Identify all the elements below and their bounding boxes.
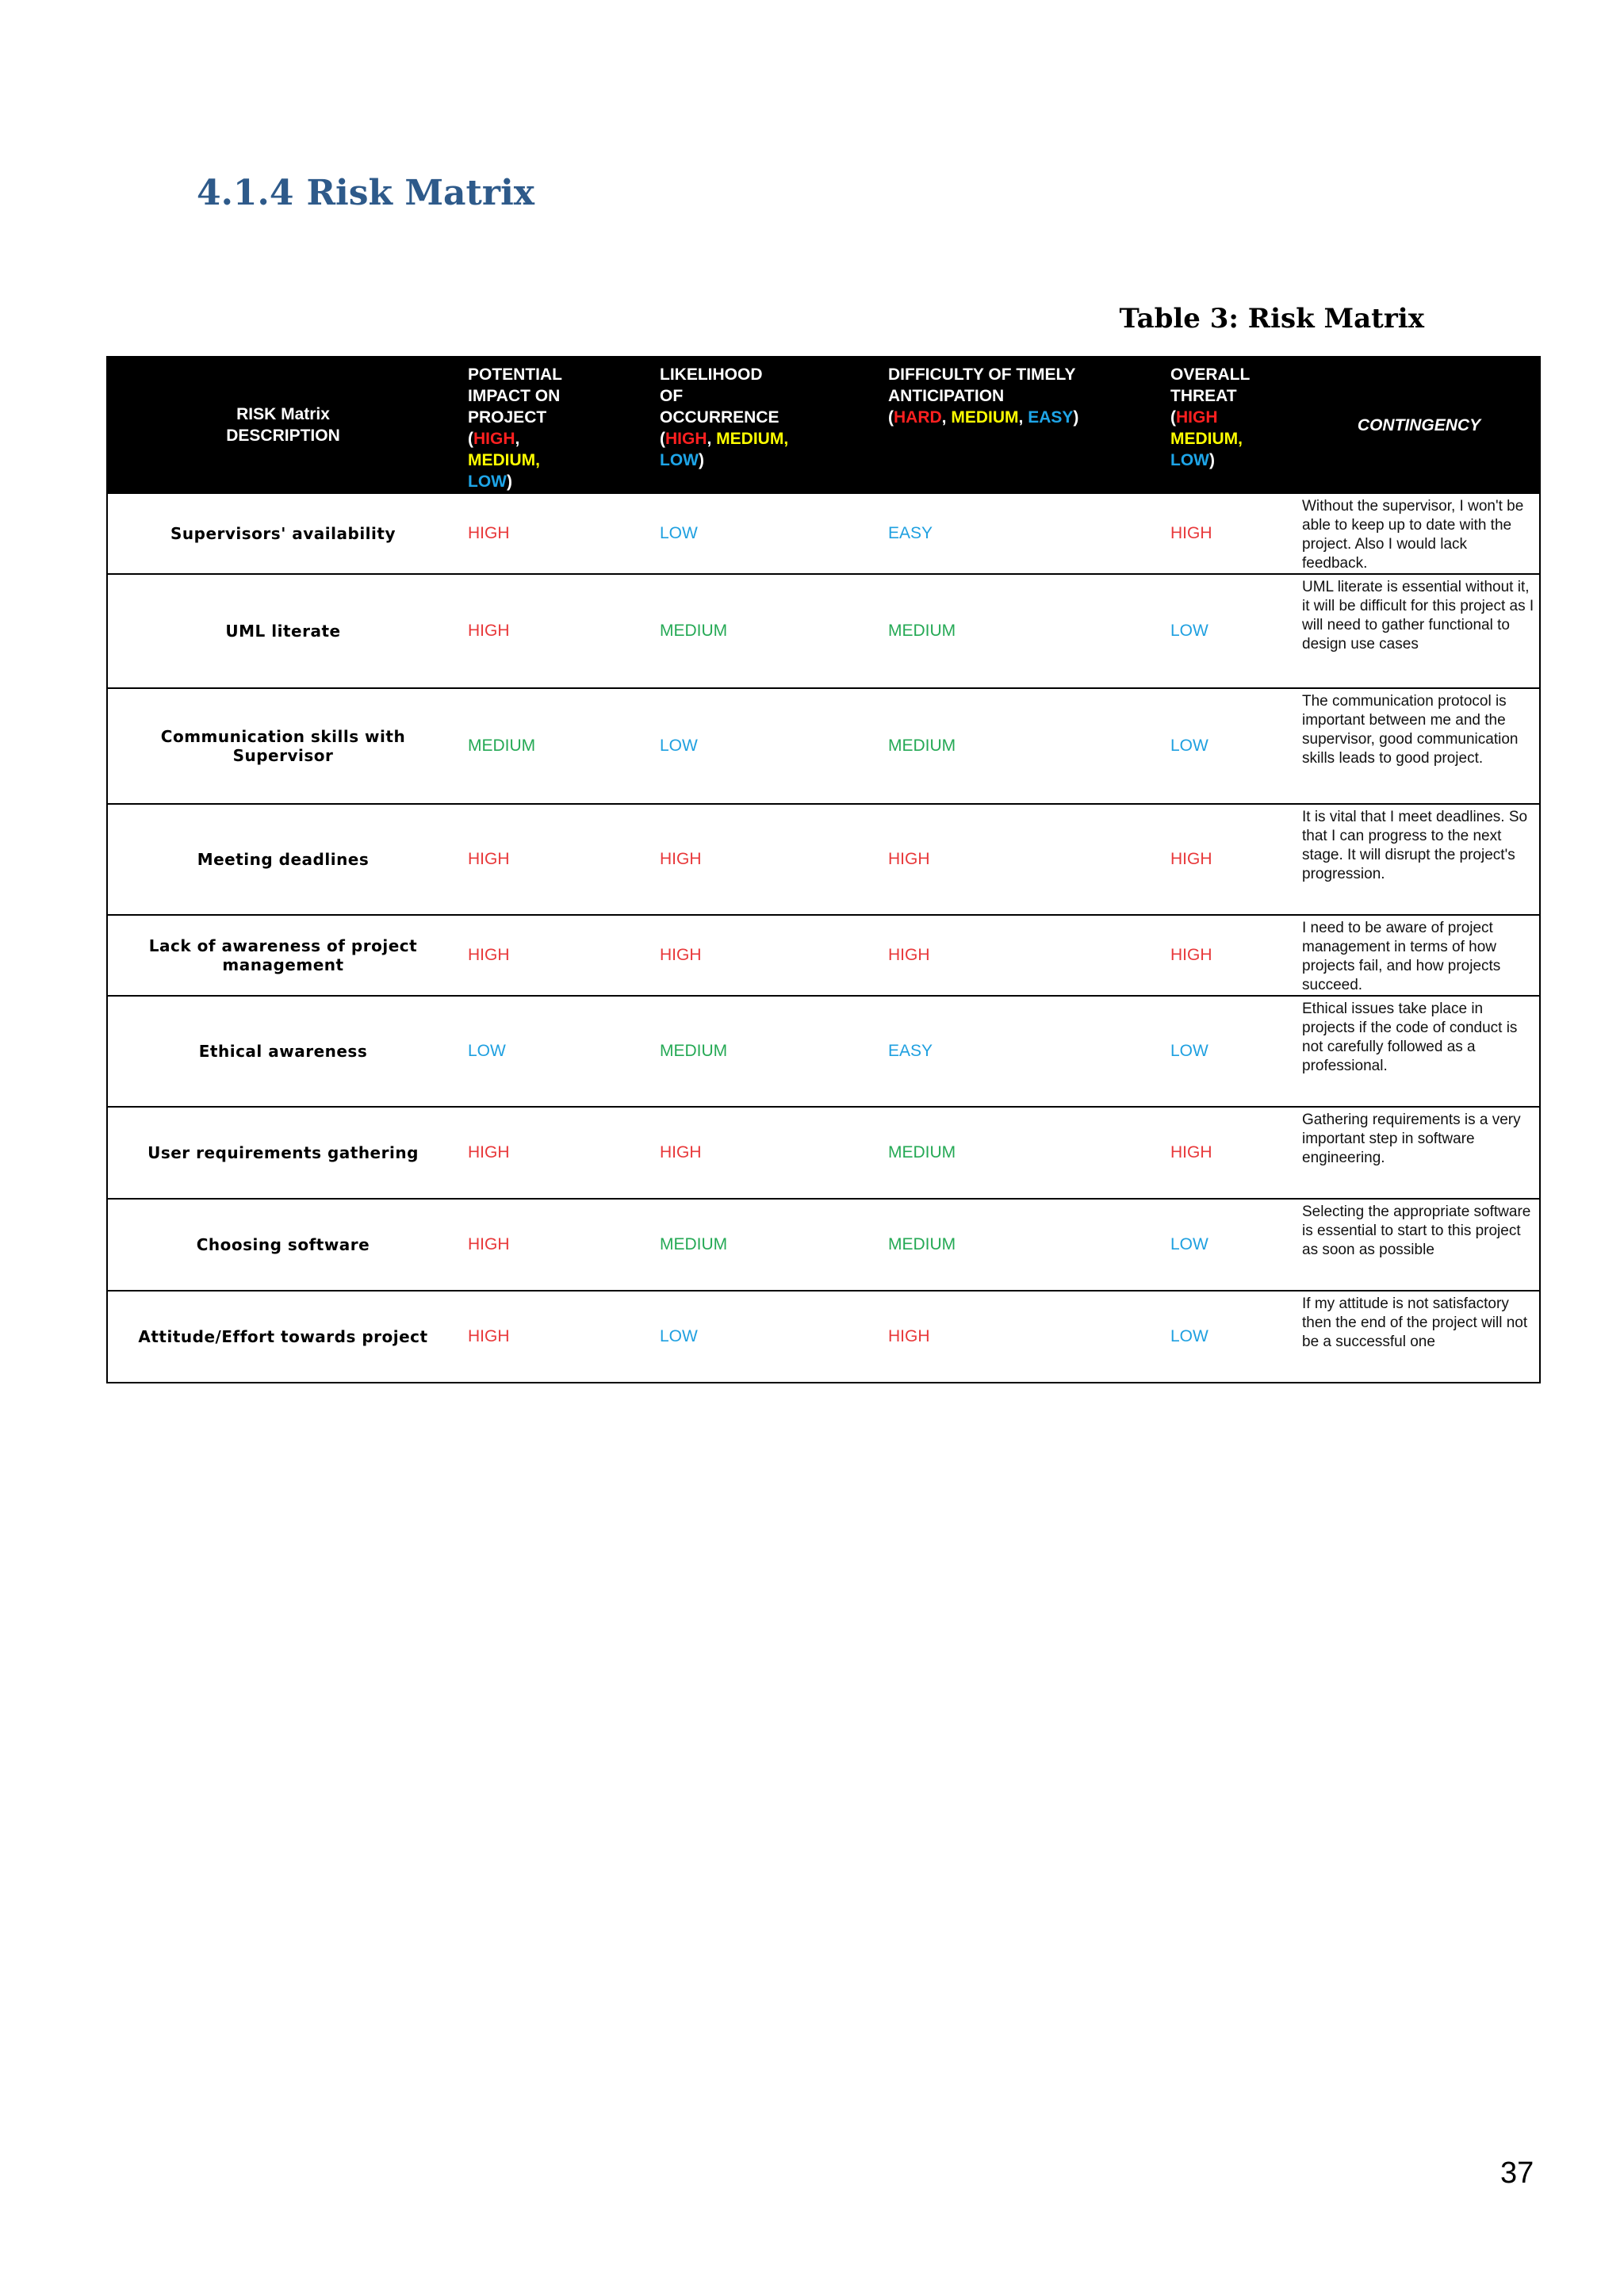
risk-description: Lack of awareness of project management [148,936,418,974]
section-heading [197,173,534,213]
likelihood-value: HIGH [660,946,702,964]
contingency-text: Gathering requirements is a very important step in software engineering. [1302,1112,1521,1166]
table-caption: Table 3: Risk Matrix [1119,303,1424,335]
table-row [107,574,1540,688]
impact-value: HIGH [468,1235,510,1253]
section-title: Risk Matrix [306,173,535,213]
threat-value: LOW [1170,737,1208,755]
risk-matrix-table [106,356,1541,1383]
header-threat: OVERALL THREAT (HIGH MEDIUM, LOW) [1170,365,1251,469]
contingency-text: UML literate is essential without it, it will be difficult for this project as I will need to gather functional to design use cases [1302,579,1534,652]
difficulty-value: EASY [888,524,933,542]
header-likelihood: LIKELIHOOD OF OCCURRENCE (HIGH, MEDIUM, LOW) [660,365,789,469]
table-row [107,493,1540,574]
difficulty-value: HIGH [888,946,930,964]
table-row [107,996,1540,1107]
likelihood-value: LOW [660,524,698,542]
risk-description: Attitude/Effort towards project [138,1327,428,1346]
risk-description: Communication skills with Supervisor [160,727,406,765]
header-difficulty: DIFFICULTY OF TIMELY ANTICIPATION (HARD, MEDIUM, EASY) [888,365,1079,427]
likelihood-value: HIGH [660,1143,702,1161]
contingency-text: Selecting the appropriate software is essential to start to this project as soon as possible [1302,1203,1531,1258]
header-description: RISK Matrix DESCRIPTION [226,405,340,445]
difficulty-value: HIGH [888,850,930,868]
table-header-row [107,357,1540,493]
impact-value: MEDIUM [468,737,536,755]
table-row [107,1107,1540,1199]
threat-value: HIGH [1170,850,1212,868]
impact-value: HIGH [468,1327,510,1345]
threat-value: HIGH [1170,1143,1212,1161]
threat-value: LOW [1170,1042,1208,1060]
impact-value: HIGH [468,524,510,542]
contingency-text: Without the supervisor, I won't be able to keep up to date with the project. Also I would lack feedback. [1302,498,1524,572]
section-number: 4.1.4 [197,173,294,213]
risk-description: Supervisors' availability [170,524,396,543]
likelihood-value: MEDIUM [660,1042,728,1060]
risk-description: User requirements gathering [147,1143,419,1162]
difficulty-value: MEDIUM [888,622,956,640]
page-number: 37 [1500,2156,1534,2190]
contingency-text: If my attitude is not satisfactory then the end of the project will not be a successful one [1302,1295,1528,1350]
difficulty-value: HIGH [888,1327,930,1345]
likelihood-value: MEDIUM [660,1235,728,1253]
threat-value: HIGH [1170,946,1212,964]
header-contingency: CONTINGENCY [1357,415,1481,434]
likelihood-value: MEDIUM [660,622,728,640]
impact-value: HIGH [468,850,510,868]
table-row [107,1291,1540,1383]
table-row [107,804,1540,915]
likelihood-value: HIGH [660,850,702,868]
risk-description: Choosing software [196,1235,370,1254]
threat-value: LOW [1170,1235,1208,1253]
table-row [107,1199,1540,1291]
difficulty-value: MEDIUM [888,737,956,755]
table-row [107,688,1540,804]
impact-value: LOW [468,1042,506,1060]
threat-value: LOW [1170,622,1208,640]
difficulty-value: MEDIUM [888,1235,956,1253]
contingency-text: I need to be aware of project management in terms of how projects fail, and how projects succeed. [1302,920,1501,993]
likelihood-value: LOW [660,1327,698,1345]
contingency-text: Ethical issues take place in projects if the code of conduct is not carefully followed as a professional. [1302,1001,1518,1074]
difficulty-value: EASY [888,1042,933,1060]
risk-description: Meeting deadlines [197,850,370,869]
contingency-text: It is vital that I meet deadlines. So that I can progress to the next stage. It will disrupt the project's progression. [1302,809,1528,882]
impact-value: HIGH [468,622,510,640]
header-impact: POTENTIAL IMPACT ON PROJECT (HIGH, MEDIUM, LOW) [468,365,562,491]
risk-description: Ethical awareness [198,1042,368,1061]
impact-value: HIGH [468,946,510,964]
impact-value: HIGH [468,1143,510,1161]
contingency-text: The communication protocol is important between me and the supervisor, good communication skills leads to good project. [1302,693,1519,767]
risk-description: UML literate [225,622,341,641]
threat-value: HIGH [1170,524,1212,542]
table-body [107,493,1540,1383]
threat-value: LOW [1170,1327,1208,1345]
likelihood-value: LOW [660,737,698,755]
difficulty-value: MEDIUM [888,1143,956,1161]
table-row [107,915,1540,996]
